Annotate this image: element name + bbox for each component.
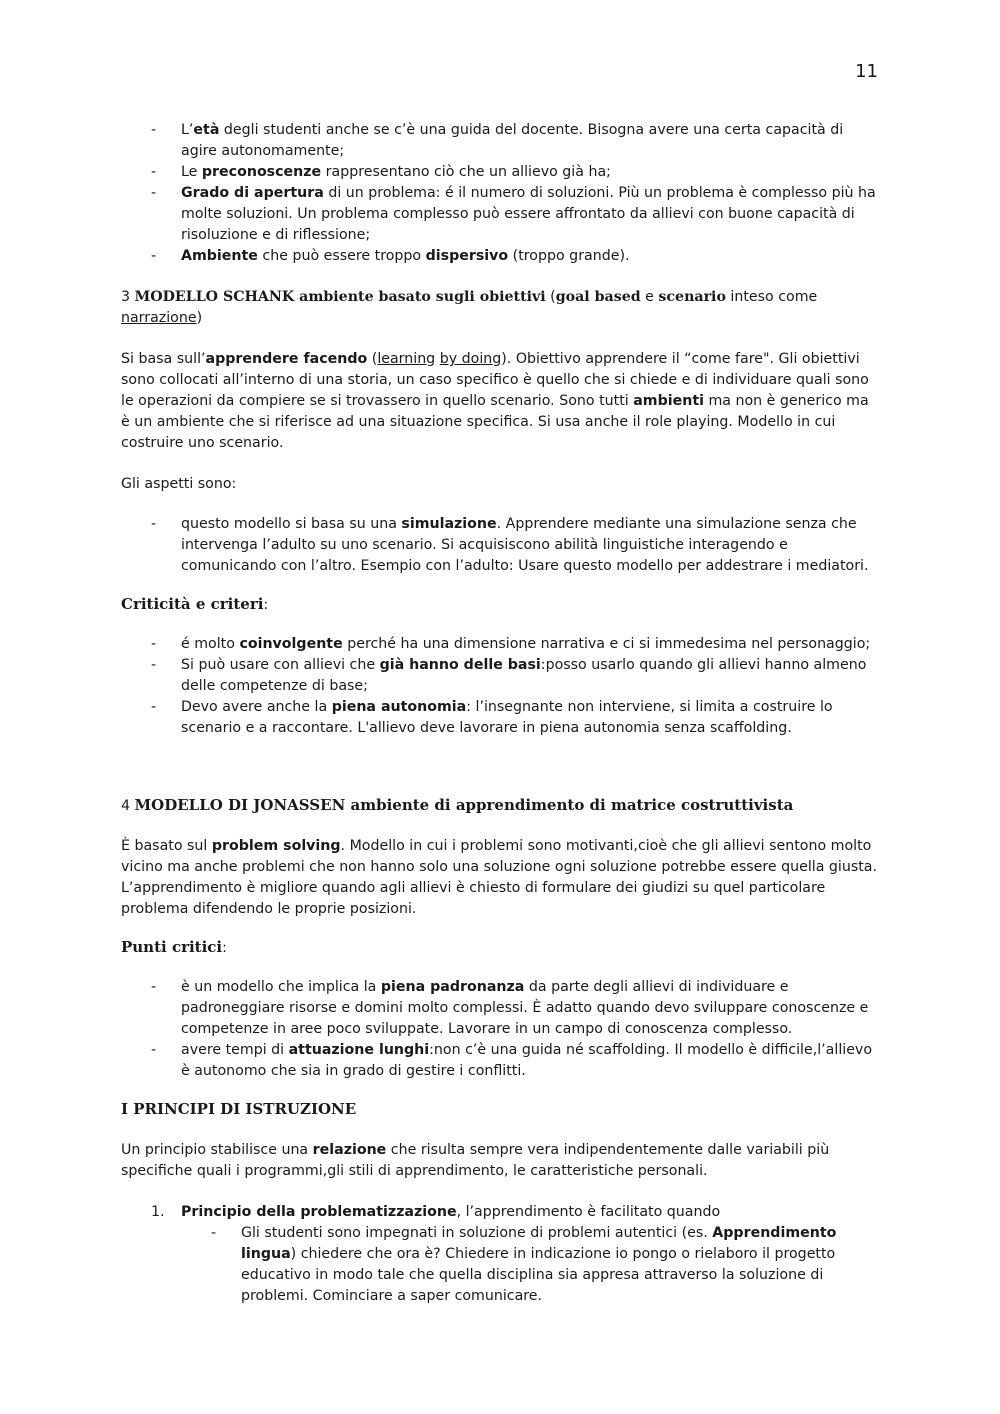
jonassen-heading: 4 MODELLO DI JONASSEN ambiente di apprendimento di matrice costruttivista — [121, 796, 794, 814]
page-number: 11 — [855, 61, 878, 82]
list-item: 1. Principio della problematizzazione, l’apprendimento è facilitato quando - Gli studenti sono impegnati in soluzione di problemi autentici (es. Apprendimento lingua) chiedere che ora è? Chiedere in indicazione io pongo o rielaboro il progetto educativo in modo tale che quella disciplina sia appresa attraverso la soluzione di problemi. Cominciare a saper comunicare. — [121, 1202, 881, 1307]
document-body — [121, 120, 881, 1307]
criticita-heading: Criticità e criteri: — [121, 595, 269, 613]
sub-list — [181, 1223, 881, 1307]
principi-heading: I PRINCIPI DI ISTRUZIONE — [121, 1100, 357, 1118]
list-item: - é molto coinvolgente perché ha una dimensione narrativa e ci si immedesima nel personaggio; — [121, 634, 881, 655]
principles-list — [121, 1202, 881, 1307]
list-item: - Devo avere anche la piena autonomia: l’insegnante non interviene, si limita a costruire lo scenario e a raccontare. L'allievo deve lavorare in piena autonomia senza scaffolding. — [121, 697, 881, 739]
list-item: - L’età degli studenti anche se c’è una guida del docente. Bisogna avere una certa capacità di agire autonomamente; — [121, 120, 881, 162]
punti-list — [121, 977, 881, 1082]
list-item: - è un modello che implica la piena padronanza da parte degli allievi di individuare e padroneggiare risorse e domini molto complessi. È adatto quando devo sviluppare conoscenze e competenze in aree poco sviluppate. Lavorare in un campo di conoscenza complesso. — [121, 977, 881, 1040]
factors-list — [121, 120, 881, 267]
list-item: - Ambiente che può essere troppo dispersivo (troppo grande). — [121, 246, 881, 267]
list-number: 1. — [151, 1204, 165, 1220]
schank-heading: 3 MODELLO SCHANK ambiente basato sugli obiettivi (goal based e scenario inteso come narrazione) — [121, 289, 818, 326]
list-item: - Si può usare con allievi che già hanno delle basi:posso usarlo quando gli allievi hanno almeno delle competenze di base; — [121, 655, 881, 697]
criticita-list — [121, 634, 881, 739]
list-item: - Gli studenti sono impegnati in soluzione di problemi autentici (es. Apprendimento lingua) chiedere che ora è? Chiedere in indicazione io pongo o rielaboro il progetto educativo in modo tale che quella disciplina sia appresa attraverso la soluzione di problemi. Cominciare a saper comunicare. — [181, 1223, 881, 1307]
punti-heading: Punti critici: — [121, 938, 227, 956]
schank-paragraph: Si basa sull’apprendere facendo (learning by doing). Obiettivo apprendere il “come fare". Gli obiettivi sono collocati all’interno di una storia, un caso specifico è quello che si chiede e di individuare quali sono le operazioni da compiere se si trovassero in quello scenario. Sono tutti ambienti ma non è generico ma è un ambiente che si riferisce ad una situazione specifica. Si usa anche il role playing. Modello in cui costruire uno scenario. — [121, 351, 869, 451]
jonassen-paragraph: È basato sul problem solving. Modello in cui i problemi sono motivanti,cioè che gli allievi sentono molto vicino ma anche problemi che non hanno solo una soluzione ogni soluzione potrebbe essere quella giusta. L’apprendimento è migliore quando agli allievi è chiesto di formulare dei giudizi su quel particolare problema difendendo le proprie posizioni. — [121, 838, 878, 917]
list-item: - Le preconoscenze rappresentano ciò che un allievo già ha; — [121, 162, 881, 183]
list-item: - Grado di apertura di un problema: é il numero di soluzioni. Più un problema è complesso più ha molte soluzioni. Un problema complesso può essere affrontato da allievi con buone capacità di risoluzione e di riflessione; — [121, 183, 881, 246]
list-item: - questo modello si basa su una simulazione. Apprendere mediante una simulazione senza che intervenga l’adulto su uno scenario. Si acquisiscono abilità linguistiche interagendo e comunicando con l’altro. Esempio con l’adulto: Usare questo modello per addestrare i mediatori. — [121, 514, 881, 577]
principi-paragraph: Un principio stabilisce una relazione che risulta sempre vera indipendentemente dalle variabili più specifiche quali i programmi,gli stili di apprendimento, le caratteristiche personali. — [121, 1142, 830, 1179]
list-item: - avere tempi di attuazione lunghi:non c’è una guida né scaffolding. Il modello è difficile,l’allievo è autonomo che sia in grado di gestire i conflitti. — [121, 1040, 881, 1082]
aspects-list — [121, 514, 881, 577]
aspects-label: Gli aspetti sono: — [121, 476, 237, 492]
